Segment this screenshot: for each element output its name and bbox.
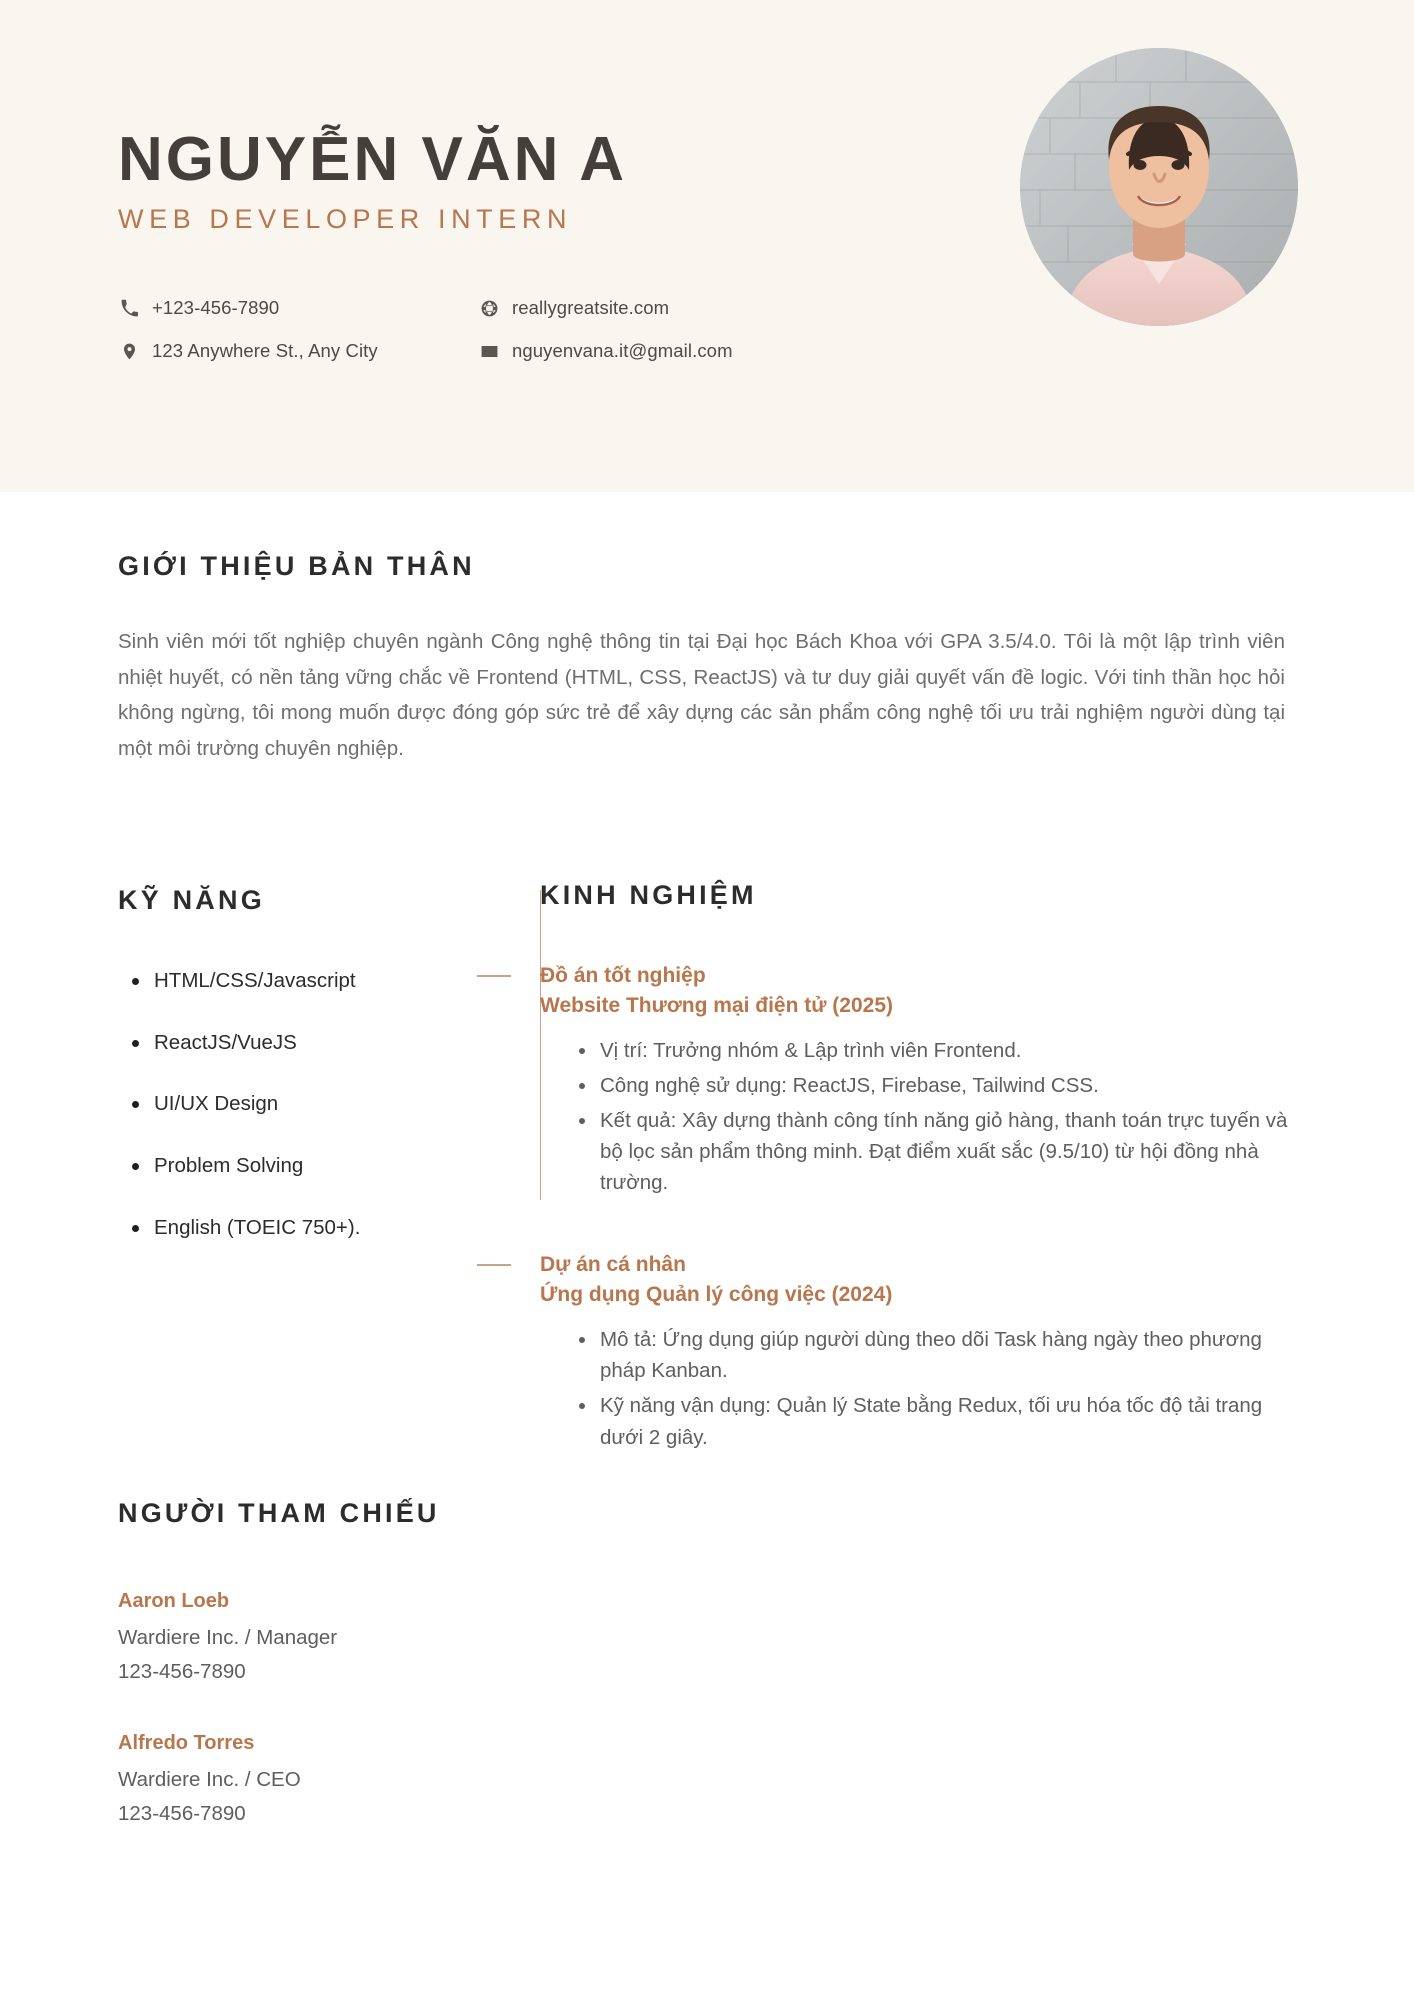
experience-entry-2-subtitle: Ứng dụng Quản lý công việc (2024) — [540, 1283, 893, 1307]
contact-email-text: nguyenvana.it@gmail.com — [512, 340, 733, 361]
reference-2-phone: 123-456-7890 — [118, 1802, 246, 1826]
list-item: Mô tả: Ứng dụng giúp người dùng theo dõi Task hàng ngày theo phương pháp Kanban. — [572, 1324, 1300, 1386]
skills-heading: KỸ NĂNG — [118, 885, 265, 915]
resume-header — [0, 0, 1414, 492]
reference-2-name: Alfredo Torres — [118, 1732, 255, 1755]
contact-phone[interactable] — [118, 297, 478, 319]
skills-section — [118, 885, 448, 1276]
about-section — [118, 551, 1298, 767]
contact-website[interactable] — [478, 297, 838, 319]
job-role-subtitle: WEB DEVELOPER INTERN — [118, 204, 573, 235]
reference-item-1 — [118, 1586, 598, 1686]
experience-entry-2 — [540, 1250, 1300, 1452]
list-item: Kết quả: Xây dựng thành công tính năng giỏ hàng, thanh toán trực tuyến và bộ lọc sản phẩm thông minh. Đạt điểm xuất sắc (9.5/10) từ hội đồng nhà trường. — [572, 1105, 1300, 1198]
skills-list — [118, 968, 448, 1241]
reference-1-phone: 123-456-7890 — [118, 1659, 246, 1683]
contact-address[interactable] — [118, 340, 478, 362]
experience-entry-1-subtitle: Website Thương mại điện tử (2025) — [540, 993, 894, 1017]
avatar — [1020, 48, 1298, 326]
about-body-text: Sinh viên mới tốt nghiệp chuyên ngành Công nghệ thông tin tại Đại học Bách Khoa với GPA 3.5/4.0. Tôi là một lập trình viên nhiệt huyết, có nền tảng vững chắc về Frontend (HTML, CSS, ReactJS) và tư duy giải quyết vấn đề logic. Với tinh thần học hỏi không ngừng, tôi mong muốn được đóng góp sức trẻ để xây dựng các sản phẩm công nghệ tối ưu trải nghiệm người dùng tại một môi trường chuyên nghiệp. — [118, 630, 1285, 760]
location-pin-icon — [118, 340, 140, 362]
references-heading: NGƯỜI THAM CHIẾU — [118, 1498, 440, 1528]
envelope-icon — [478, 340, 500, 362]
references-section — [118, 1498, 598, 1829]
reference-1-role: Wardiere Inc. / Manager — [118, 1626, 338, 1649]
reference-item-2 — [118, 1728, 598, 1828]
list-item: UI/UX Design — [118, 1091, 448, 1118]
experience-entry-2-title: Dự án cá nhân — [540, 1253, 686, 1277]
experience-heading: KINH NGHIỆM — [540, 880, 757, 910]
list-item: Problem Solving — [118, 1153, 448, 1180]
experience-entry-2-bullets — [540, 1324, 1300, 1453]
contact-info-grid — [118, 297, 838, 362]
list-item: Kỹ năng vận dụng: Quản lý State bằng Redux, tối ưu hóa tốc độ tải trang dưới 2 giây. — [572, 1390, 1300, 1452]
globe-icon — [478, 297, 500, 319]
timeline-dash-icon — [477, 975, 511, 977]
header-identity — [118, 125, 918, 235]
about-heading: GIỚI THIỆU BẢN THÂN — [118, 551, 475, 581]
experience-entry-1-bullets — [540, 1035, 1300, 1199]
contact-address-text: 123 Anywhere St., Any City — [152, 340, 378, 361]
experience-section — [540, 880, 1300, 1457]
list-item: HTML/CSS/Javascript — [118, 968, 448, 995]
list-item: Vị trí: Trưởng nhóm & Lập trình viên Frontend. — [572, 1035, 1300, 1066]
list-item: English (TOEIC 750+). — [118, 1215, 448, 1242]
page-title: NGUYỄN VĂN A — [118, 125, 628, 194]
reference-1-name: Aaron Loeb — [118, 1590, 230, 1612]
experience-entry-1-title: Đồ án tốt nghiệp — [540, 964, 706, 987]
list-item: ReactJS/VueJS — [118, 1030, 448, 1057]
phone-icon — [118, 297, 140, 319]
contact-phone-text: +123-456-7890 — [152, 297, 280, 318]
reference-2-role: Wardiere Inc. / CEO — [118, 1768, 301, 1792]
contact-website-text: reallygreatsite.com — [512, 297, 670, 318]
list-item: Công nghệ sử dụng: ReactJS, Firebase, Tailwind CSS. — [572, 1070, 1300, 1101]
contact-email[interactable] — [478, 340, 838, 362]
timeline-dash-icon — [477, 1264, 511, 1266]
experience-entry-1 — [540, 961, 1300, 1198]
